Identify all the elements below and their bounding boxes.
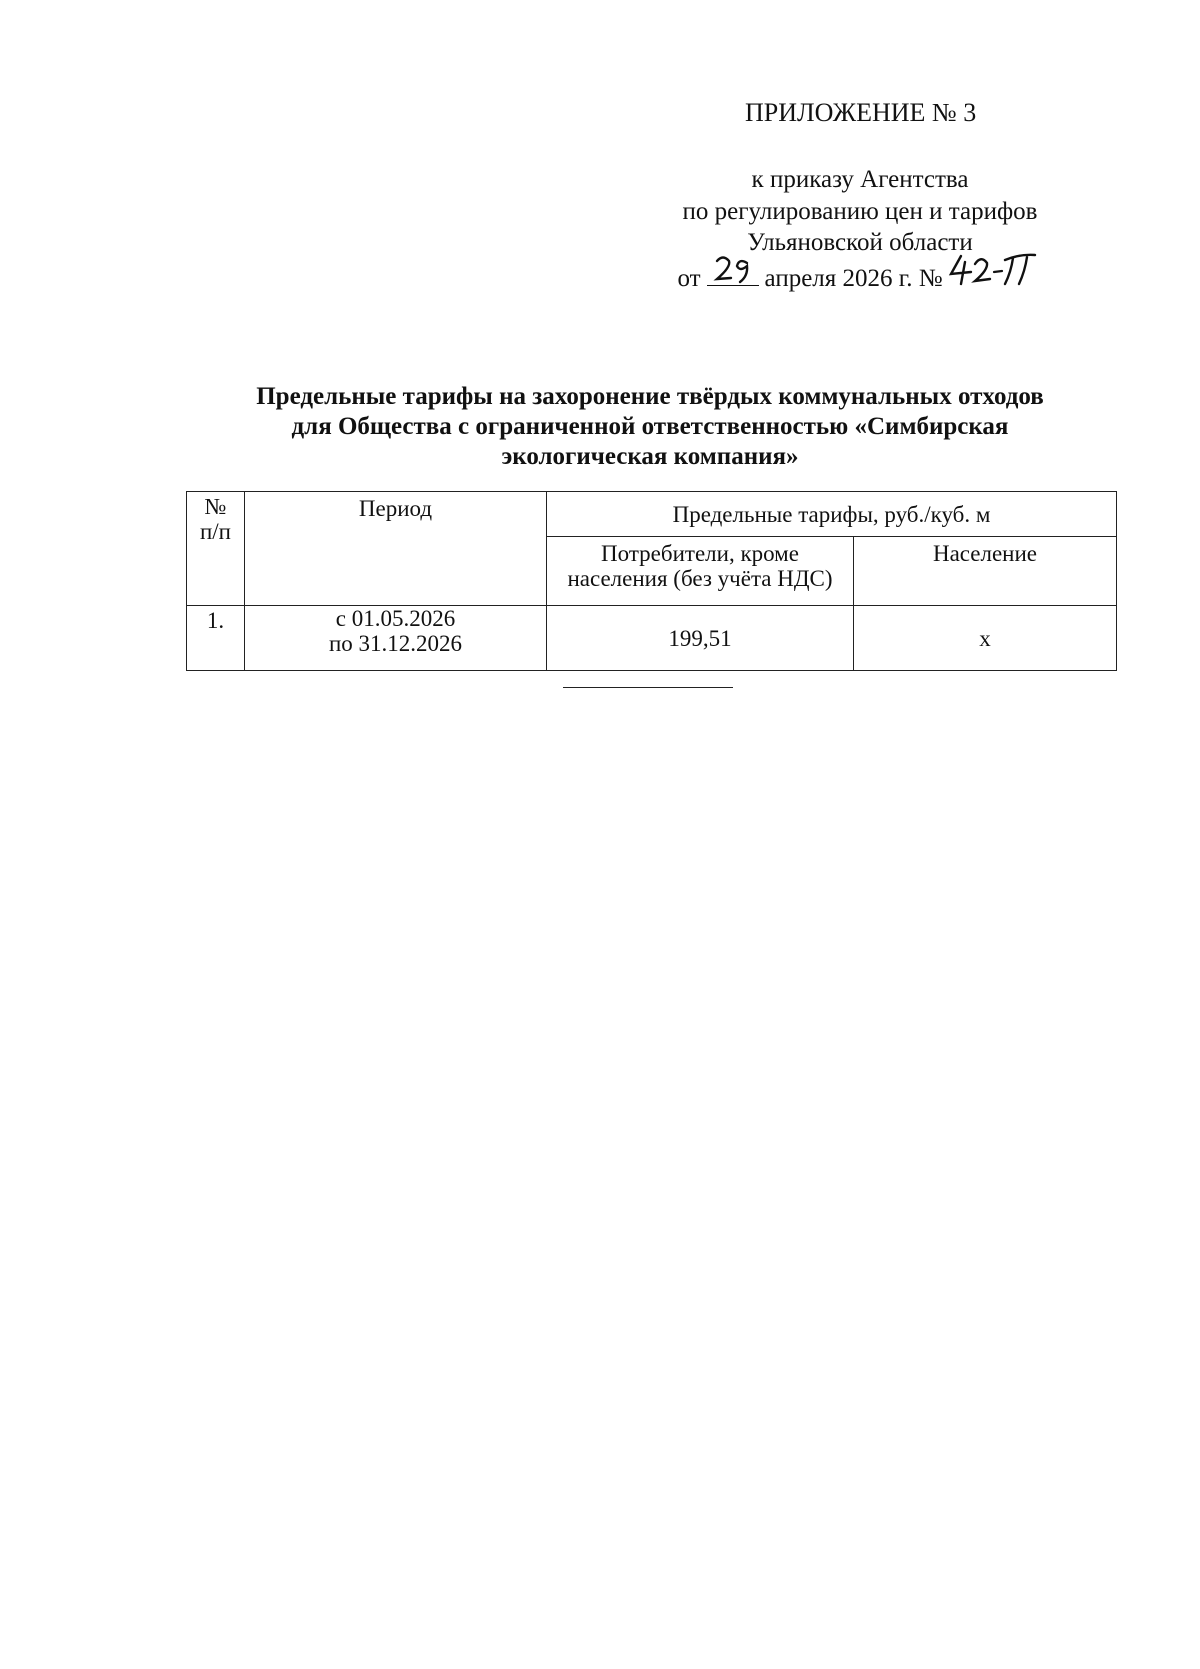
document-title-line-2: для Общества с ограниченной ответственностью «Симбирская — [291, 413, 1009, 440]
header-tariff-group: Предельные тарифы, руб./куб. м — [547, 492, 1117, 537]
tariff-table — [186, 491, 1117, 671]
appendix-title: ПРИЛОЖЕНИЕ № 3 — [745, 98, 977, 127]
header-consumers-line-1: Потребители, кроме — [601, 541, 799, 566]
table-row — [187, 606, 1117, 671]
row-period — [245, 606, 547, 671]
header-number-abbr: п/п — [199, 519, 231, 544]
order-line-2: по регулированию цен и тарифов — [682, 197, 1038, 225]
order-month-year: апреля 2026 г. № — [764, 264, 943, 292]
document-title-line-1: Предельные тарифы на захоронение твёрдых коммунальных отходов — [256, 383, 1044, 410]
row-period-to: по 31.12.2026 — [328, 631, 463, 656]
order-line-3: Ульяновской области — [747, 229, 973, 256]
row-population-value: х — [854, 606, 1117, 671]
handwritten-order-number — [947, 260, 1043, 286]
table-header-row-1 — [187, 492, 1117, 537]
order-reference — [640, 164, 1080, 294]
header-consumers — [547, 537, 854, 606]
header-number-symbol: № — [204, 494, 227, 519]
row-consumers-value: 199,51 — [547, 606, 854, 671]
handwritten-number-glyphs — [947, 252, 1043, 286]
header-period: Период — [245, 492, 547, 606]
row-number: 1. — [187, 606, 245, 671]
order-date-line — [640, 259, 1080, 295]
order-from-label: от — [677, 264, 701, 292]
header-consumers-line-2: населения (без учёта НДС) — [567, 566, 833, 591]
header-number — [187, 492, 245, 606]
row-period-from: с 01.05.2026 — [335, 606, 456, 631]
handwritten-day-glyphs — [707, 251, 759, 285]
header-population: Население — [854, 537, 1117, 606]
handwritten-day — [707, 259, 759, 286]
order-line-1: к приказу Агентства — [751, 166, 969, 193]
document-title-line-3: экологическая компания» — [501, 443, 799, 470]
end-divider — [563, 687, 733, 688]
document-title — [190, 382, 1110, 472]
